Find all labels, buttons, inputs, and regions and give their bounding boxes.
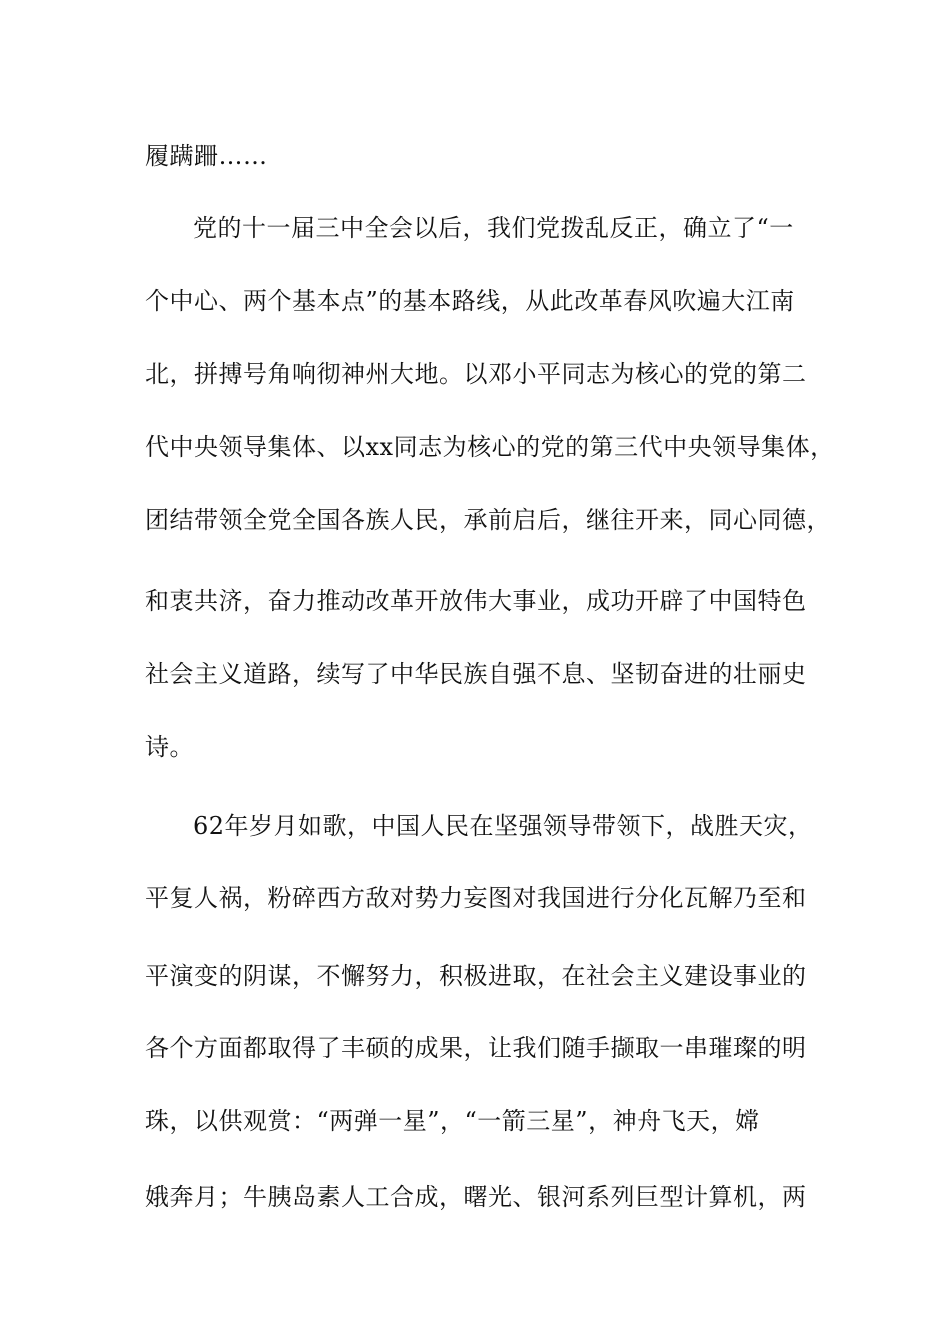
text-line: 平复人祸，粉碎西方敌对势力妄图对我国进行分化瓦解乃至和	[145, 884, 807, 912]
text-line: 团结带领全党全国各族人民，承前启后，继往开来，同心同德，	[145, 506, 831, 534]
text-line: 和衷共济，奋力推动改革开放伟大事业，成功开辟了中国特色	[145, 587, 807, 615]
text-line: 诗。	[145, 733, 194, 761]
text-line: 代中央领导集体、以xx同志为核心的党的第三代中央领导集体，	[145, 433, 835, 461]
text-line: 珠，以供观赏：“两弹一星”，“一箭三星”，神舟飞天，嫦	[145, 1107, 760, 1135]
text-line: 娥奔月；牛胰岛素人工合成，曙光、银河系列巨型计算机，两	[145, 1183, 807, 1211]
paragraph-start-line: 党的十一届三中全会以后，我们党拨乱反正，确立了“一	[193, 214, 794, 242]
text-line: 各个方面都取得了丰硕的成果，让我们随手撷取一串璀璨的明	[145, 1034, 807, 1062]
text-line: 平演变的阴谋，不懈努力，积极进取，在社会主义建设事业的	[145, 962, 807, 990]
text-line: 个中心、两个基本点”的基本路线，从此改革春风吹遍大江南	[145, 287, 795, 315]
text-line: 北，拼搏号角响彻神州大地。以邓小平同志为核心的党的第二	[145, 360, 807, 388]
paragraph-start-line: 62年岁月如歌，中国人民在坚强领导带领下，战胜天灾，	[193, 812, 813, 840]
text-line: 履蹒跚……	[145, 142, 268, 170]
text-line: 社会主义道路，续写了中华民族自强不息、坚韧奋进的壮丽史	[145, 660, 807, 688]
